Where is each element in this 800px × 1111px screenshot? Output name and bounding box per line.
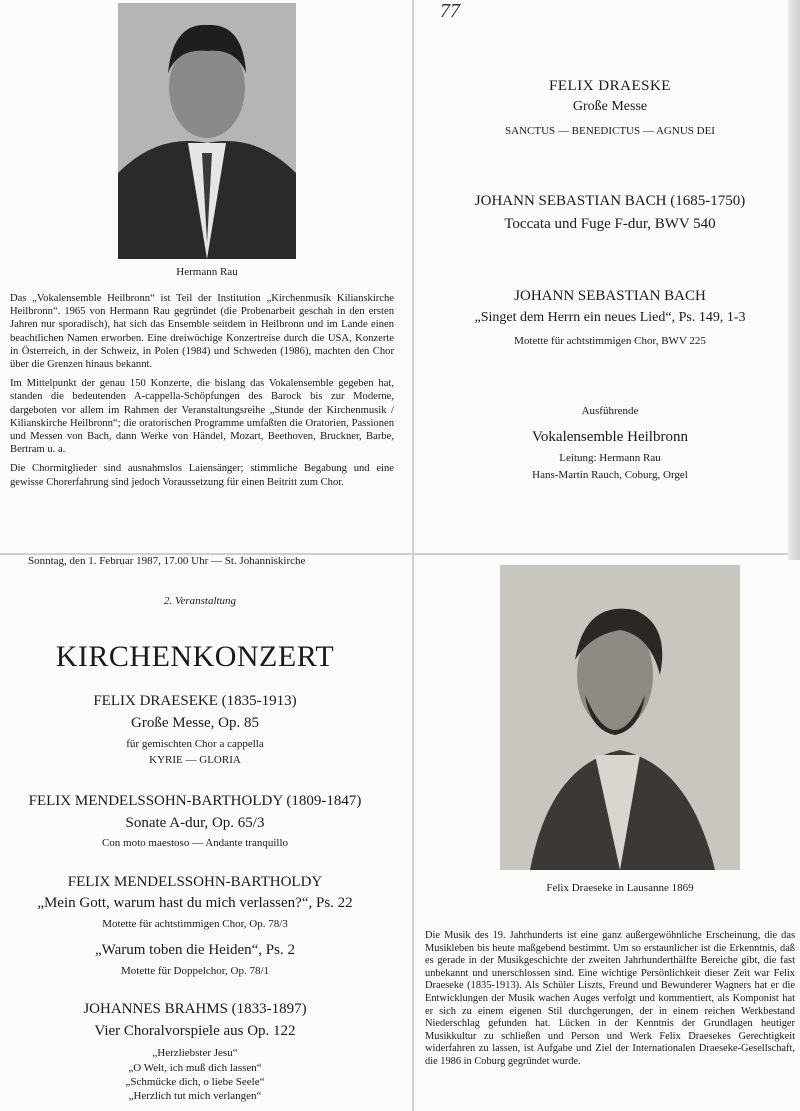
concert-title: KIRCHENKONZERT [55,640,335,673]
work-singet-detail: Motette für achtstimmigen Chor, BWV 225 [514,335,706,347]
work-singet: „Singet dem Herrn ein neues Lied“, Ps. 149, 1-3 [474,310,746,325]
work-toccata: Toccata und Fuge F-dur, BWV 540 [504,216,716,232]
work-sonate: Sonate A-dur, Op. 65/3 [125,815,265,831]
chorale-3: „Schmücke dich, o liebe Seele“ [125,1076,265,1088]
vertical-fold [412,0,414,1111]
work-sonate-tempo: Con moto maestoso — Andante tranquillo [101,837,289,849]
ensemble-paragraph-3: Die Chormitglieder sind ausnahmslos Laiensänger; stimmliche Begabung und eine gewisse Chorerfahrung sind jedoch Voraussetzung für einen Beitritt zum Chor. [10,463,394,488]
work-grosse-messe: Große Messe [572,99,648,114]
composer-mendelssohn-2: FELIX MENDELSSOHN-BARTHOLDY [67,874,323,890]
composer-bach-1: JOHANN SEBASTIAN BACH (1685-1750) [474,193,746,209]
work-mein-gott-detail: Motette für achtstimmigen Chor, Op. 78/3 [102,918,288,930]
composer-draeseke: FELIX DRAESEKE (1835-1913) [93,693,297,709]
draeseke-text: Die Musik des 19. Jahrhunderts ist eine ganz außergewöhnliche Erscheinung, die das Musikleben bis heute maßgebend bestimmt. Um so erstaunlicher ist die Erkenntnis, daß es gerade in der Musikgeschichte der zweiten Jahrhunderthälfte Bereiche gibt, die fast unbekannt und unerschlossen sind. Eine wichtige Persönlichkeit dieser Zeit war Felix Draeseke (1835-1913). Als Schüler Liszts, Freund und Bewunderer Wagners hat er die Entwicklungen der Musik wachen Auges verfolgt und kommentiert, als Komponist hat er sich zu einem eigenen Stil durchgerungen, der in einem reichen Werkbestand Niederschlag gefunden hat. Lücken in der Kenntnis der Grundlagen heutiger Musikkultur zu schließen und Person und Werk Felix Draesekes Gerechtigkeit widerfahren zu lassen, ist Aufgabe und Ziel der Internationalen Draeseke-Gesellschaft, die 1986 in Coburg gegründet wurde. [425,930,795,1067]
composer-brahms: JOHANNES BRAHMS (1833-1897) [83,1001,307,1017]
composer-draeske: FELIX DRAESKE [549,78,671,94]
organist-line: Hans-Martin Rauch, Coburg, Orgel [532,469,688,481]
date-line: Sonntag, den 1. Februar 1987, 17.00 Uhr — St. Johanniskirche [28,555,306,567]
chorale-1: „Herzliebster Jesu“ [152,1047,238,1059]
leader-line: Leitung: Hermann Rau [559,452,661,464]
photo-caption-draeseke: Felix Draeseke in Lausanne 1869 [546,882,694,894]
work-messe-op85: Große Messe, Op. 85 [131,715,259,731]
ensemble-description [10,292,394,495]
performers-label: Ausführende [581,405,639,417]
work-messe-detail: für gemischten Chor a cappella [126,738,264,750]
work-messe-parts: KYRIE — GLORIA [149,754,241,766]
work-warum-toben: „Warum toben die Heiden“, Ps. 2 [95,942,295,958]
photo-caption-rau: Hermann Rau [176,266,238,278]
draeseke-portrait [500,565,740,870]
ensemble-name: Vokalensemble Heilbronn [532,429,688,445]
work-mein-gott: „Mein Gott, warum hast du mich verlassen?“, Ps. 22 [37,895,353,911]
work-warum-toben-detail: Motette für Doppelchor, Op. 78/1 [120,965,270,977]
chorale-2: „O Welt, ich muß dich lassen“ [128,1062,262,1074]
ensemble-paragraph-2: Im Mittelpunkt der genau 150 Konzerte, die bislang das Vokalensemble gegeben hat, standen die bedeutenden A-cappella-Schöpfungen des Barock bis zur Moderne, dargeboten vor allem im Rahmen der Veranstaltungsreihe „Stunde der Kirchenmusik / Kilianskirche Heilbronn“; die oratorischen Programme umfaßten die Oratorien, Passionen und Messen von Bach, dann Werke von Händel, Mozart, Beethoven, Bruckner, Barbe, Bertram u. a. [10,378,394,456]
event-number: 2. Veranstaltung [163,595,237,607]
composer-bach-2: JOHANN SEBASTIAN BACH [514,288,706,304]
chorale-4: „Herzlich tut mich verlangen“ [128,1090,262,1102]
mass-parts: SANCTUS — BENEDICTUS — AGNUS DEI [505,125,715,137]
hermann-rau-photo [118,3,296,259]
work-choralvorspiele: Vier Choralvorspiele aus Op. 122 [94,1023,296,1039]
composer-mendelssohn-1: FELIX MENDELSSOHN-BARTHOLDY (1809-1847) [28,793,362,809]
page-mark: 77 [440,0,460,22]
ensemble-paragraph-1: Das „Vokalensemble Heilbronn“ ist Teil der Institution „Kirchenmusik Kilianskirche Heilbronn“. 1965 von Hermann Rau gegründet (die Probenarbeit geschah in den ersten Jahren nur sporadisch), hat sich das Ensemble seitdem in Heilbronn und im Lande einen beachtlichen Namen erworben. Eine dreiwöchige Konzertreise durch die USA, Konzerte in Österreich, in der Schweiz, in Polen (1984) und Schweden (1986), machten den Chor über die Grenzen hinaus bekannt. [10,293,394,371]
